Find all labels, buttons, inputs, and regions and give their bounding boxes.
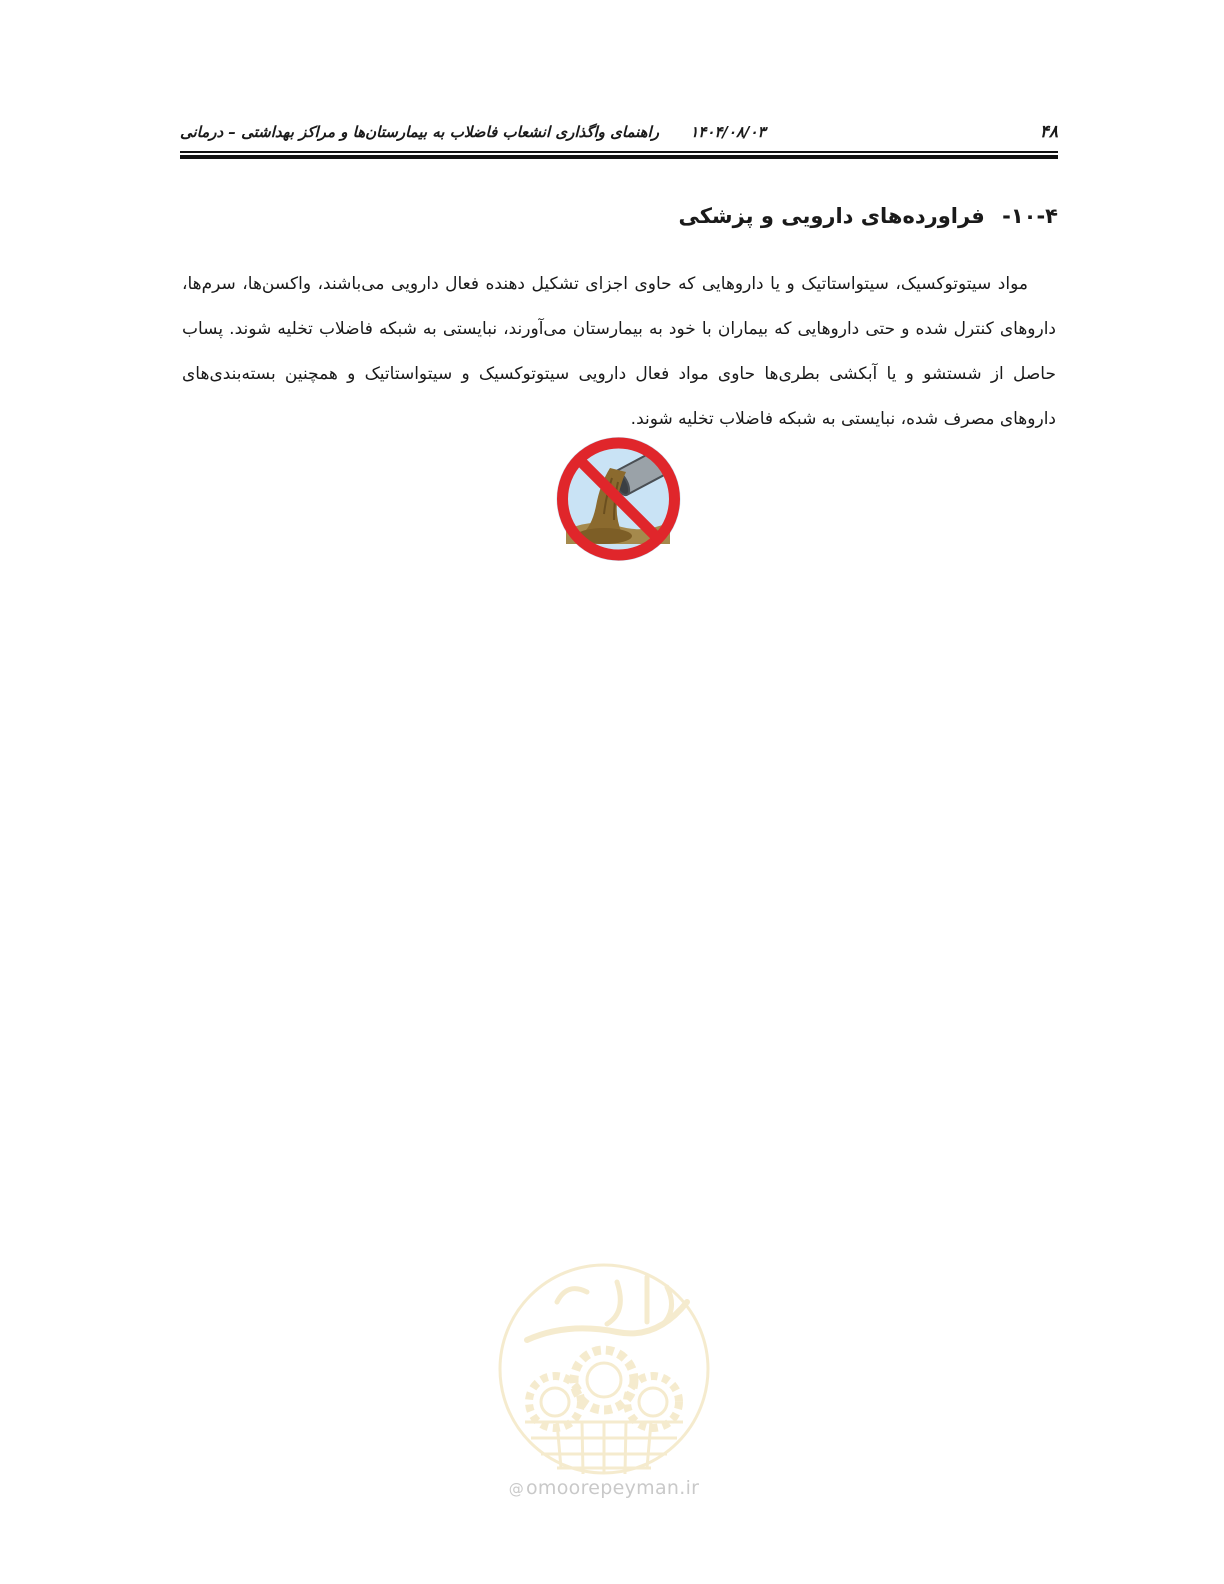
- section-number: ۱۰-۴-: [1002, 204, 1058, 228]
- header-title: راهنمای واگذاری انشعاب فاضلاب به بیمارستان‌ها و مراکز بهداشتی – درمانی: [180, 123, 659, 141]
- section-heading: [678, 204, 1058, 228]
- header-rule-thin: [180, 151, 1058, 153]
- page-header: [180, 118, 1058, 148]
- header-rule-thick: [180, 155, 1058, 159]
- section-title: فراورده‌های دارویی و پزشکی: [678, 204, 985, 228]
- watermark-at-symbol: @: [508, 1480, 524, 1498]
- no-dumping-sign-icon: [552, 434, 685, 564]
- page-number: ۴۸: [1039, 122, 1058, 142]
- body-paragraph: مواد سیتوتوکسیک، سیتواستاتیک و یا داروهایی که حاوی اجزای تشکیل دهنده فعال دارویی می‌باشند، واکسن‌ها، سرم‌ها، داروهای کنترل شده و حتی داروهایی که بیماران با خود به بیمارستان می‌آورند، نبایستی به شبکه فاضلاب تخلیه شوند. پساب حاصل از شستشو و یا آبکشی بطری‌ها حاوی مواد فعال دارویی سیتوتوکسیک و سیتواستاتیک و همچنین بسته‌بندی‌های داروهای مصرف شده، نبایستی به شبکه فاضلاب تخلیه شوند.: [182, 274, 1056, 429]
- header-date: ۱۴۰۴/۰۸/۰۳: [690, 123, 766, 141]
- watermark-logo: [497, 1262, 711, 1506]
- watermark-url: omoorepeyman.ir: [526, 1477, 700, 1499]
- running-header: [180, 123, 766, 141]
- watermark-caption: [497, 1477, 711, 1499]
